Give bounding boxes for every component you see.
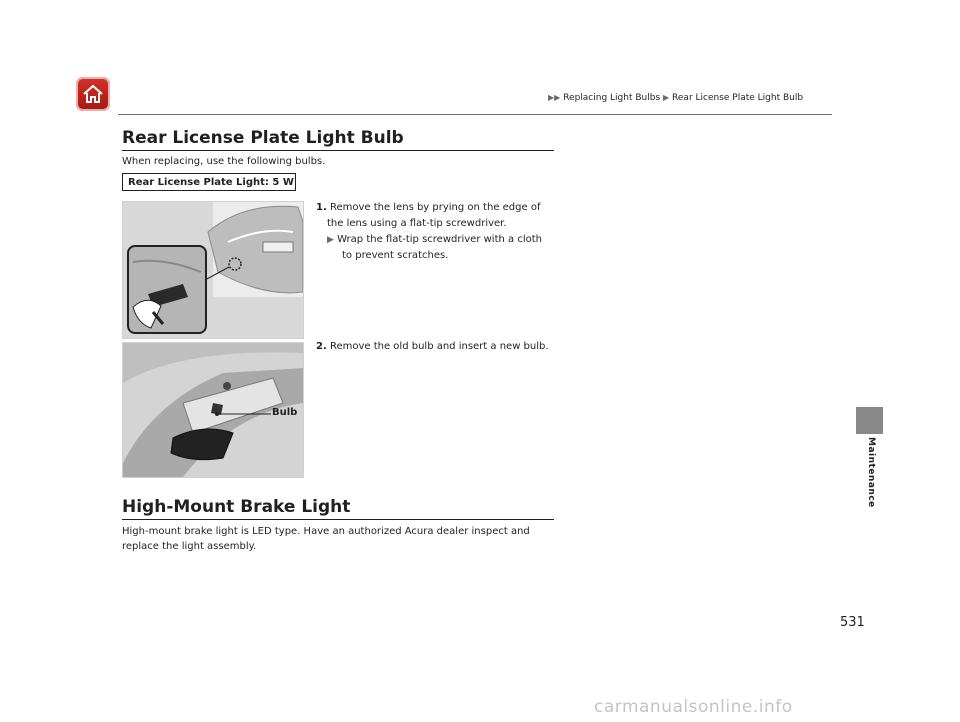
step-1	[316, 200, 542, 264]
step-text: the lens using a flat-tip screwdriver.	[327, 218, 507, 229]
section-title-license-plate: Rear License Plate Light Bulb	[122, 128, 404, 148]
breadcrumb-arrow-icon: ▶	[663, 93, 670, 102]
step-number: 1.	[316, 202, 327, 213]
chapter-tab[interactable]	[856, 407, 883, 434]
step-2	[316, 339, 549, 355]
breadcrumb-arrow-icon: ▶▶	[548, 93, 561, 102]
page-number: 531	[840, 615, 865, 630]
breadcrumb-current-page[interactable]: Rear License Plate Light Bulb	[672, 93, 804, 103]
step-number: 2.	[316, 341, 327, 352]
body-line: High-mount brake light is LED type. Have an authorized Acura dealer inspect and	[122, 526, 530, 537]
step-note: to prevent scratches.	[342, 250, 449, 261]
breadcrumb	[548, 93, 803, 103]
section-body	[122, 524, 530, 554]
header-divider	[118, 114, 832, 115]
step-note: Wrap the flat-tip screwdriver with a cloth	[337, 234, 542, 245]
figure-lens-removal	[122, 201, 304, 339]
section-title-brake-light: High-Mount Brake Light	[122, 497, 351, 517]
step-text: Remove the lens by prying on the edge of	[329, 202, 541, 213]
step-text: Remove the old bulb and insert a new bulb.	[329, 341, 549, 352]
home-button[interactable]	[76, 77, 110, 111]
section-title-rule	[122, 519, 554, 520]
triangle-right-icon: ▶	[327, 235, 334, 245]
section-title-rule	[122, 150, 554, 151]
breadcrumb-link-replacing-light-bulbs[interactable]: Replacing Light Bulbs	[563, 93, 661, 103]
home-icon	[81, 82, 105, 106]
body-line: replace the light assembly.	[122, 541, 257, 552]
watermark: carmanualsonline.info	[594, 697, 793, 717]
figure-callout-bulb: Bulb	[272, 407, 298, 418]
chapter-tab-label[interactable]: Maintenance	[866, 437, 876, 508]
bulb-spec-box: Rear License Plate Light: 5 W	[122, 173, 296, 191]
section-intro: When replacing, use the following bulbs.	[122, 156, 326, 167]
